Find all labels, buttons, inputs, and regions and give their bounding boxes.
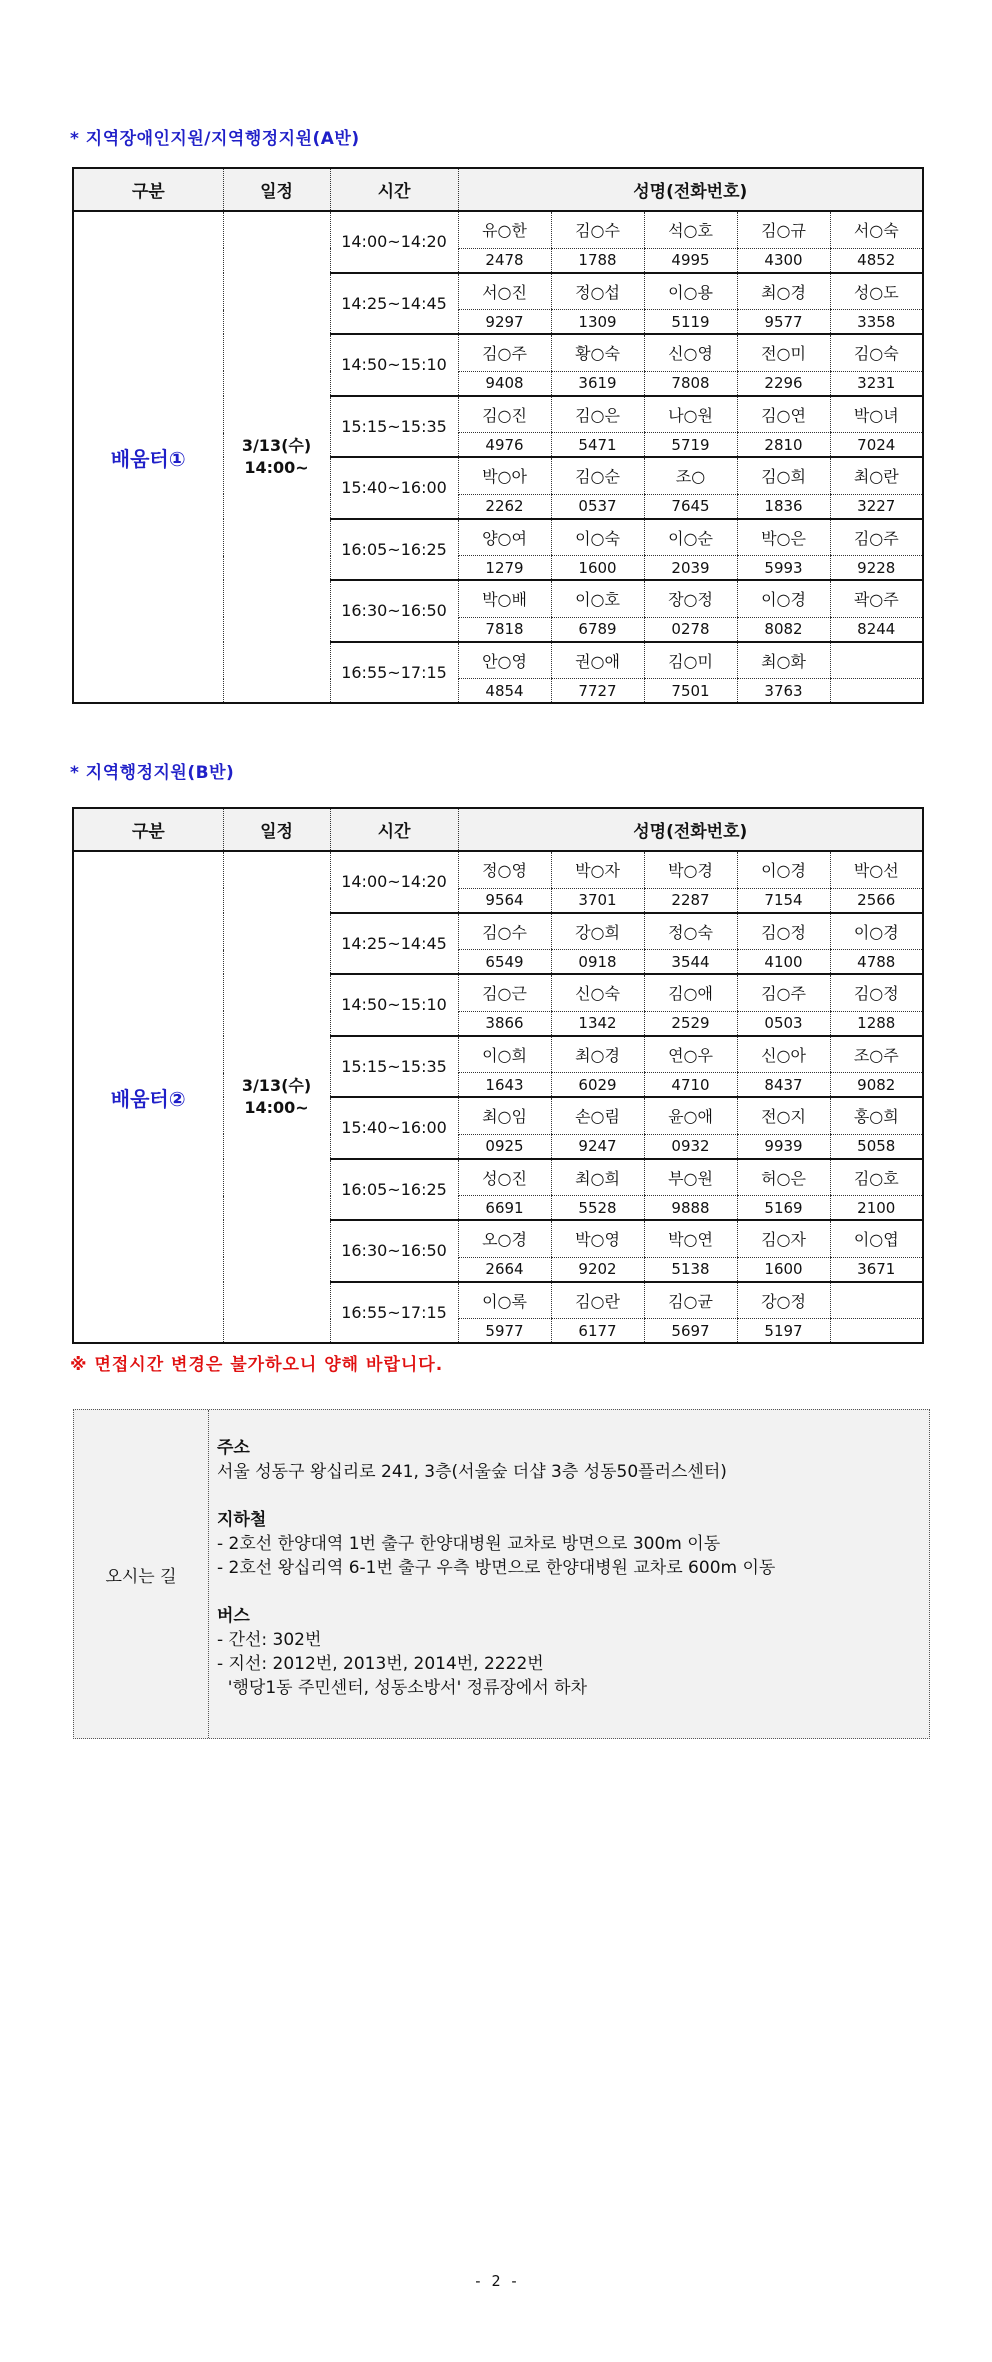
applicant-name: 유○한 bbox=[458, 211, 551, 248]
notice-text: ※ 면접시간 변경은 불가하오니 양해 바랍니다. bbox=[70, 1355, 444, 1375]
applicant-name: 김○균 bbox=[644, 1282, 737, 1319]
applicant-name: 성○도 bbox=[830, 273, 923, 310]
applicant-name: 김○순 bbox=[551, 457, 644, 494]
applicant-name: 최○임 bbox=[458, 1097, 551, 1134]
time-slot: 14:25~14:45 bbox=[330, 273, 458, 335]
applicant-phone: 1309 bbox=[551, 310, 644, 335]
applicant-phone: 9297 bbox=[458, 310, 551, 335]
applicant-phone: 1643 bbox=[458, 1073, 551, 1098]
applicant-name: 김○정 bbox=[830, 974, 923, 1011]
time-slot: 14:00~14:20 bbox=[330, 211, 458, 273]
applicant-phone: 5719 bbox=[644, 433, 737, 458]
applicant-name: 연○우 bbox=[644, 1036, 737, 1073]
applicant-phone: 9939 bbox=[737, 1134, 830, 1159]
applicant-phone bbox=[830, 1319, 923, 1344]
applicant-phone: 3701 bbox=[551, 888, 644, 913]
time-slot: 16:30~16:50 bbox=[330, 1220, 458, 1282]
applicant-phone: 4710 bbox=[644, 1073, 737, 1098]
applicant-name: 이○록 bbox=[458, 1282, 551, 1319]
applicant-phone: 0503 bbox=[737, 1011, 830, 1036]
applicant-name: 김○주 bbox=[737, 974, 830, 1011]
applicant-name: 최○경 bbox=[551, 1036, 644, 1073]
address-text: 서울 성동구 왕십리로 241, 3층(서울숲 더샵 3층 성동50플러스센터) bbox=[217, 1462, 727, 1482]
applicant-phone: 3619 bbox=[551, 371, 644, 396]
applicant-phone: 9082 bbox=[830, 1073, 923, 1098]
applicant-name: 정○숙 bbox=[644, 913, 737, 950]
applicant-phone: 4995 bbox=[644, 248, 737, 273]
applicant-phone: 4976 bbox=[458, 433, 551, 458]
bus-line: '행당1동 주민센터, 성동소방서' 정류장에서 하차 bbox=[217, 1678, 588, 1698]
applicant-name: 박○경 bbox=[644, 851, 737, 888]
applicant-name: 김○연 bbox=[737, 396, 830, 433]
applicant-name: 이○경 bbox=[737, 580, 830, 617]
applicant-name: 김○규 bbox=[737, 211, 830, 248]
applicant-name: 박○배 bbox=[458, 580, 551, 617]
directions-body bbox=[209, 1410, 783, 1738]
applicant-phone: 4854 bbox=[458, 679, 551, 704]
applicant-phone: 3358 bbox=[830, 310, 923, 335]
time-slot: 16:55~17:15 bbox=[330, 1282, 458, 1344]
applicant-phone: 7727 bbox=[551, 679, 644, 704]
time-slot: 14:50~15:10 bbox=[330, 334, 458, 396]
applicant-phone: 0932 bbox=[644, 1134, 737, 1159]
applicant-name: 강○정 bbox=[737, 1282, 830, 1319]
header-name-phone: 성명(전화번호) bbox=[458, 168, 923, 211]
time-slot: 16:05~16:25 bbox=[330, 1159, 458, 1221]
applicant-phone: 5993 bbox=[737, 556, 830, 581]
applicant-name: 김○자 bbox=[737, 1220, 830, 1257]
applicant-name: 김○근 bbox=[458, 974, 551, 1011]
schedule-date bbox=[223, 851, 330, 1343]
applicant-phone: 8082 bbox=[737, 617, 830, 642]
applicant-phone: 5528 bbox=[551, 1196, 644, 1221]
address-heading: 주소 bbox=[217, 1438, 250, 1458]
time-slot: 14:25~14:45 bbox=[330, 913, 458, 975]
directions-box bbox=[73, 1409, 930, 1739]
group-label: 배움터① bbox=[73, 211, 223, 703]
applicant-name: 박○녀 bbox=[830, 396, 923, 433]
header-name-phone: 성명(전화번호) bbox=[458, 808, 923, 851]
applicant-name: 전○지 bbox=[737, 1097, 830, 1134]
applicant-name: 전○미 bbox=[737, 334, 830, 371]
header-time: 시간 bbox=[330, 168, 458, 211]
applicant-name: 김○수 bbox=[458, 913, 551, 950]
time-slot: 15:15~15:35 bbox=[330, 1036, 458, 1098]
applicant-name: 부○원 bbox=[644, 1159, 737, 1196]
applicant-name: 김○희 bbox=[737, 457, 830, 494]
applicant-name: 신○아 bbox=[737, 1036, 830, 1073]
applicant-phone: 9228 bbox=[830, 556, 923, 581]
time-slot: 15:40~16:00 bbox=[330, 457, 458, 519]
applicant-phone: 6691 bbox=[458, 1196, 551, 1221]
applicant-name: 이○경 bbox=[830, 913, 923, 950]
applicant-phone: 3231 bbox=[830, 371, 923, 396]
applicant-phone: 3763 bbox=[737, 679, 830, 704]
applicant-phone: 1836 bbox=[737, 494, 830, 519]
header-schedule: 일정 bbox=[223, 168, 330, 211]
applicant-name: 나○원 bbox=[644, 396, 737, 433]
applicant-phone: 5977 bbox=[458, 1319, 551, 1344]
applicant-phone: 7501 bbox=[644, 679, 737, 704]
start-time-text: 14:00~ bbox=[244, 1098, 309, 1117]
applicant-phone: 1342 bbox=[551, 1011, 644, 1036]
applicant-phone: 2810 bbox=[737, 433, 830, 458]
applicant-name: 이○엽 bbox=[830, 1220, 923, 1257]
subway-line: - 2호선 왕십리역 6-1번 출구 우측 방면으로 한양대병원 교차로 600m 이동 bbox=[217, 1558, 776, 1578]
date-text: 3/13(수) bbox=[241, 1076, 312, 1095]
applicant-name: 박○아 bbox=[458, 457, 551, 494]
applicant-phone: 3544 bbox=[644, 950, 737, 975]
applicant-name: 박○자 bbox=[551, 851, 644, 888]
applicant-phone: 5058 bbox=[830, 1134, 923, 1159]
applicant-name: 최○란 bbox=[830, 457, 923, 494]
applicant-phone: 6177 bbox=[551, 1319, 644, 1344]
applicant-name bbox=[830, 642, 923, 679]
applicant-name: 김○주 bbox=[830, 519, 923, 556]
applicant-phone: 2478 bbox=[458, 248, 551, 273]
applicant-name: 박○은 bbox=[737, 519, 830, 556]
applicant-phone: 3866 bbox=[458, 1011, 551, 1036]
applicant-name: 이○호 bbox=[551, 580, 644, 617]
bus-heading: 버스 bbox=[217, 1606, 250, 1626]
applicant-phone: 7154 bbox=[737, 888, 830, 913]
table-row bbox=[73, 211, 923, 248]
applicant-phone: 2566 bbox=[830, 888, 923, 913]
applicant-phone: 1279 bbox=[458, 556, 551, 581]
applicant-name: 양○여 bbox=[458, 519, 551, 556]
applicant-phone: 9247 bbox=[551, 1134, 644, 1159]
applicant-phone: 0925 bbox=[458, 1134, 551, 1159]
applicant-phone: 5138 bbox=[644, 1257, 737, 1282]
applicant-name: 서○숙 bbox=[830, 211, 923, 248]
applicant-phone: 5119 bbox=[644, 310, 737, 335]
applicant-name: 김○진 bbox=[458, 396, 551, 433]
table-row bbox=[73, 851, 923, 888]
applicant-name: 허○은 bbox=[737, 1159, 830, 1196]
applicant-name: 서○진 bbox=[458, 273, 551, 310]
start-time-text: 14:00~ bbox=[244, 458, 309, 477]
section-b-title: * 지역행정지원(B반) bbox=[70, 763, 235, 783]
time-slot: 15:40~16:00 bbox=[330, 1097, 458, 1159]
schedule-table-b bbox=[72, 807, 924, 1344]
applicant-phone: 2664 bbox=[458, 1257, 551, 1282]
applicant-phone: 2287 bbox=[644, 888, 737, 913]
applicant-name: 정○섭 bbox=[551, 273, 644, 310]
header-gubun: 구분 bbox=[73, 808, 223, 851]
applicant-phone: 4788 bbox=[830, 950, 923, 975]
applicant-phone: 8437 bbox=[737, 1073, 830, 1098]
applicant-phone: 9202 bbox=[551, 1257, 644, 1282]
applicant-phone: 8244 bbox=[830, 617, 923, 642]
applicant-phone: 6549 bbox=[458, 950, 551, 975]
applicant-phone: 1600 bbox=[737, 1257, 830, 1282]
applicant-phone: 3671 bbox=[830, 1257, 923, 1282]
time-slot: 14:50~15:10 bbox=[330, 974, 458, 1036]
subway-line: - 2호선 한양대역 1번 출구 한양대병원 교차로 방면으로 300m 이동 bbox=[217, 1534, 721, 1554]
applicant-phone: 0918 bbox=[551, 950, 644, 975]
applicant-name: 이○경 bbox=[737, 851, 830, 888]
applicant-name: 손○림 bbox=[551, 1097, 644, 1134]
applicant-name: 박○선 bbox=[830, 851, 923, 888]
applicant-phone: 5697 bbox=[644, 1319, 737, 1344]
applicant-phone: 7024 bbox=[830, 433, 923, 458]
applicant-name: 김○애 bbox=[644, 974, 737, 1011]
applicant-name: 김○숙 bbox=[830, 334, 923, 371]
applicant-name: 황○숙 bbox=[551, 334, 644, 371]
applicant-name: 이○숙 bbox=[551, 519, 644, 556]
applicant-name: 박○영 bbox=[551, 1220, 644, 1257]
applicant-name: 오○경 bbox=[458, 1220, 551, 1257]
schedule-date bbox=[223, 211, 330, 703]
applicant-phone: 7818 bbox=[458, 617, 551, 642]
applicant-phone: 6789 bbox=[551, 617, 644, 642]
applicant-phone: 1288 bbox=[830, 1011, 923, 1036]
applicant-phone: 0537 bbox=[551, 494, 644, 519]
applicant-name: 김○호 bbox=[830, 1159, 923, 1196]
applicant-phone: 2039 bbox=[644, 556, 737, 581]
applicant-phone: 1600 bbox=[551, 556, 644, 581]
header-schedule: 일정 bbox=[223, 808, 330, 851]
applicant-phone: 2100 bbox=[830, 1196, 923, 1221]
applicant-phone: 7808 bbox=[644, 371, 737, 396]
applicant-phone: 9408 bbox=[458, 371, 551, 396]
section-a-title: * 지역장애인지원/지역행정지원(A반) bbox=[70, 129, 360, 149]
applicant-phone: 5169 bbox=[737, 1196, 830, 1221]
subway-heading: 지하철 bbox=[217, 1510, 267, 1530]
applicant-name: 이○희 bbox=[458, 1036, 551, 1073]
time-slot: 15:15~15:35 bbox=[330, 396, 458, 458]
bus-line: - 지선: 2012번, 2013번, 2014번, 2222번 bbox=[217, 1654, 544, 1674]
applicant-name: 권○애 bbox=[551, 642, 644, 679]
applicant-name: 최○희 bbox=[551, 1159, 644, 1196]
applicant-name: 박○연 bbox=[644, 1220, 737, 1257]
applicant-phone: 4300 bbox=[737, 248, 830, 273]
applicant-phone: 2529 bbox=[644, 1011, 737, 1036]
applicant-name: 최○경 bbox=[737, 273, 830, 310]
time-slot: 16:05~16:25 bbox=[330, 519, 458, 581]
applicant-name: 조○주 bbox=[830, 1036, 923, 1073]
applicant-phone: 4100 bbox=[737, 950, 830, 975]
applicant-phone: 9888 bbox=[644, 1196, 737, 1221]
schedule-table-a bbox=[72, 167, 924, 704]
applicant-name: 윤○애 bbox=[644, 1097, 737, 1134]
applicant-name: 김○정 bbox=[737, 913, 830, 950]
applicant-name: 김○은 bbox=[551, 396, 644, 433]
applicant-phone: 3227 bbox=[830, 494, 923, 519]
applicant-name: 김○주 bbox=[458, 334, 551, 371]
applicant-phone: 9577 bbox=[737, 310, 830, 335]
applicant-name: 신○숙 bbox=[551, 974, 644, 1011]
applicant-name bbox=[830, 1282, 923, 1319]
date-text: 3/13(수) bbox=[241, 436, 312, 455]
applicant-phone: 9564 bbox=[458, 888, 551, 913]
applicant-name: 성○진 bbox=[458, 1159, 551, 1196]
applicant-name: 신○영 bbox=[644, 334, 737, 371]
applicant-phone: 4852 bbox=[830, 248, 923, 273]
applicant-phone: 5471 bbox=[551, 433, 644, 458]
applicant-phone: 5197 bbox=[737, 1319, 830, 1344]
applicant-name: 강○희 bbox=[551, 913, 644, 950]
applicant-name: 홍○희 bbox=[830, 1097, 923, 1134]
applicant-phone: 6029 bbox=[551, 1073, 644, 1098]
time-slot: 14:00~14:20 bbox=[330, 851, 458, 913]
applicant-name: 이○용 bbox=[644, 273, 737, 310]
header-gubun: 구분 bbox=[73, 168, 223, 211]
applicant-name: 석○호 bbox=[644, 211, 737, 248]
applicant-name: 장○정 bbox=[644, 580, 737, 617]
applicant-name: 안○영 bbox=[458, 642, 551, 679]
applicant-name: 정○영 bbox=[458, 851, 551, 888]
time-slot: 16:30~16:50 bbox=[330, 580, 458, 642]
applicant-name: 곽○주 bbox=[830, 580, 923, 617]
applicant-phone: 2296 bbox=[737, 371, 830, 396]
bus-line: - 간선: 302번 bbox=[217, 1630, 322, 1650]
applicant-name: 최○화 bbox=[737, 642, 830, 679]
applicant-name: 김○수 bbox=[551, 211, 644, 248]
applicant-name: 조○ bbox=[644, 457, 737, 494]
applicant-name: 김○미 bbox=[644, 642, 737, 679]
applicant-phone: 2262 bbox=[458, 494, 551, 519]
time-slot: 16:55~17:15 bbox=[330, 642, 458, 704]
applicant-phone bbox=[830, 679, 923, 704]
header-time: 시간 bbox=[330, 808, 458, 851]
applicant-phone: 0278 bbox=[644, 617, 737, 642]
applicant-phone: 7645 bbox=[644, 494, 737, 519]
page-number: - 2 - bbox=[473, 2272, 519, 2290]
group-label: 배움터② bbox=[73, 851, 223, 1343]
applicant-phone: 1788 bbox=[551, 248, 644, 273]
directions-label: 오시는 길 bbox=[74, 1410, 209, 1738]
applicant-name: 이○순 bbox=[644, 519, 737, 556]
applicant-name: 김○란 bbox=[551, 1282, 644, 1319]
